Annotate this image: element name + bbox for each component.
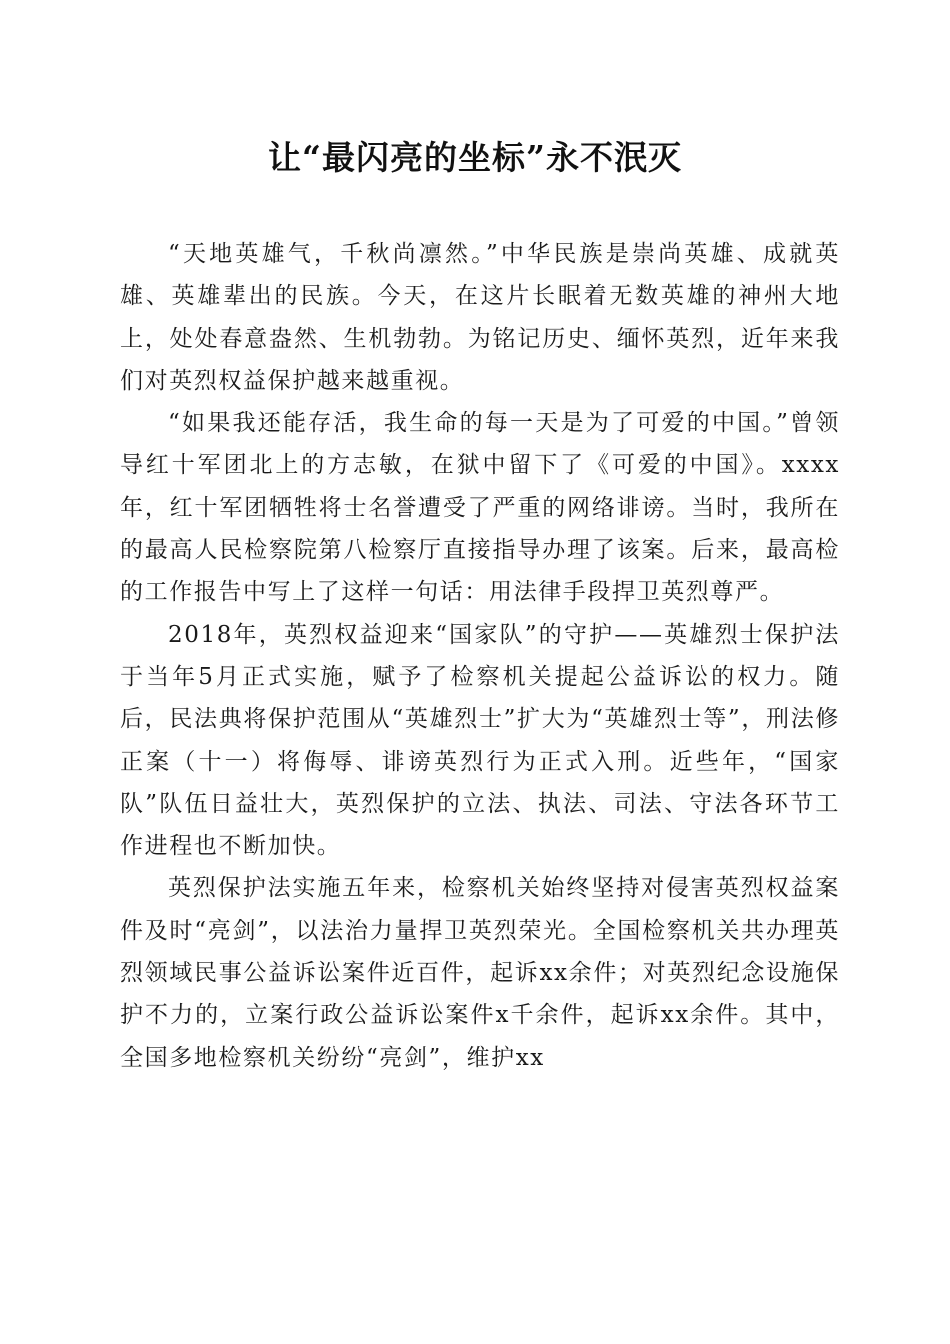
paragraph-3: 2018年，英烈权益迎来“国家队”的守护——英雄烈士保护法于当年5月正式实施，赋予了检察机关提起公益诉讼的权力。随后，民法典将保护范围从“英雄烈士”扩大为“英雄烈士等”，刑法修正案（十一）将侮辱、诽谤英烈行为正式入刑。近些年，“国家队”队伍日益壮大，英烈保护的立法、执法、司法、守法各环节工作进程也不断加快。: [120, 621, 840, 860]
paragraph-4: 英烈保护法实施五年来，检察机关始终坚持对侵害英烈权益案件及时“亮剑”，以法治力量捍卫英烈荣光。全国检察机关共办理英烈领域民事公益诉讼案件近百件，起诉xx余件；对英烈纪念设施保护不力的，立案行政公益诉讼案件x千余件，起诉xx余件。其中，全国多地检察机关纷纷“亮剑”，维护xx: [120, 875, 840, 1071]
document-body: [120, 233, 840, 1079]
document-title: 让“最闪亮的坐标”永不泯灭: [268, 138, 682, 177]
paragraph-1: “天地英雄气，千秋尚凛然。”中华民族是崇尚英雄、成就英雄、英雄辈出的民族。今天，在这片长眠着无数英雄的神州大地上，处处春意盎然、生机勃勃。为铭记历史、缅怀英烈，近年来我们对英烈权益保护越来越重视。: [120, 241, 840, 394]
paragraph-2: “如果我还能存活，我生命的每一天是为了可爱的中国。”曾领导红十军团北上的方志敏，在狱中留下了《可爱的中国》。xxxx年，红十军团牺牲将士名誉遭受了严重的网络诽谤。当时，我所在的最高人民检察院第八检察厅直接指导办理了该案。后来，最高检的工作报告中写上了这样一句话：用法律手段捍卫英烈尊严。: [120, 410, 840, 606]
